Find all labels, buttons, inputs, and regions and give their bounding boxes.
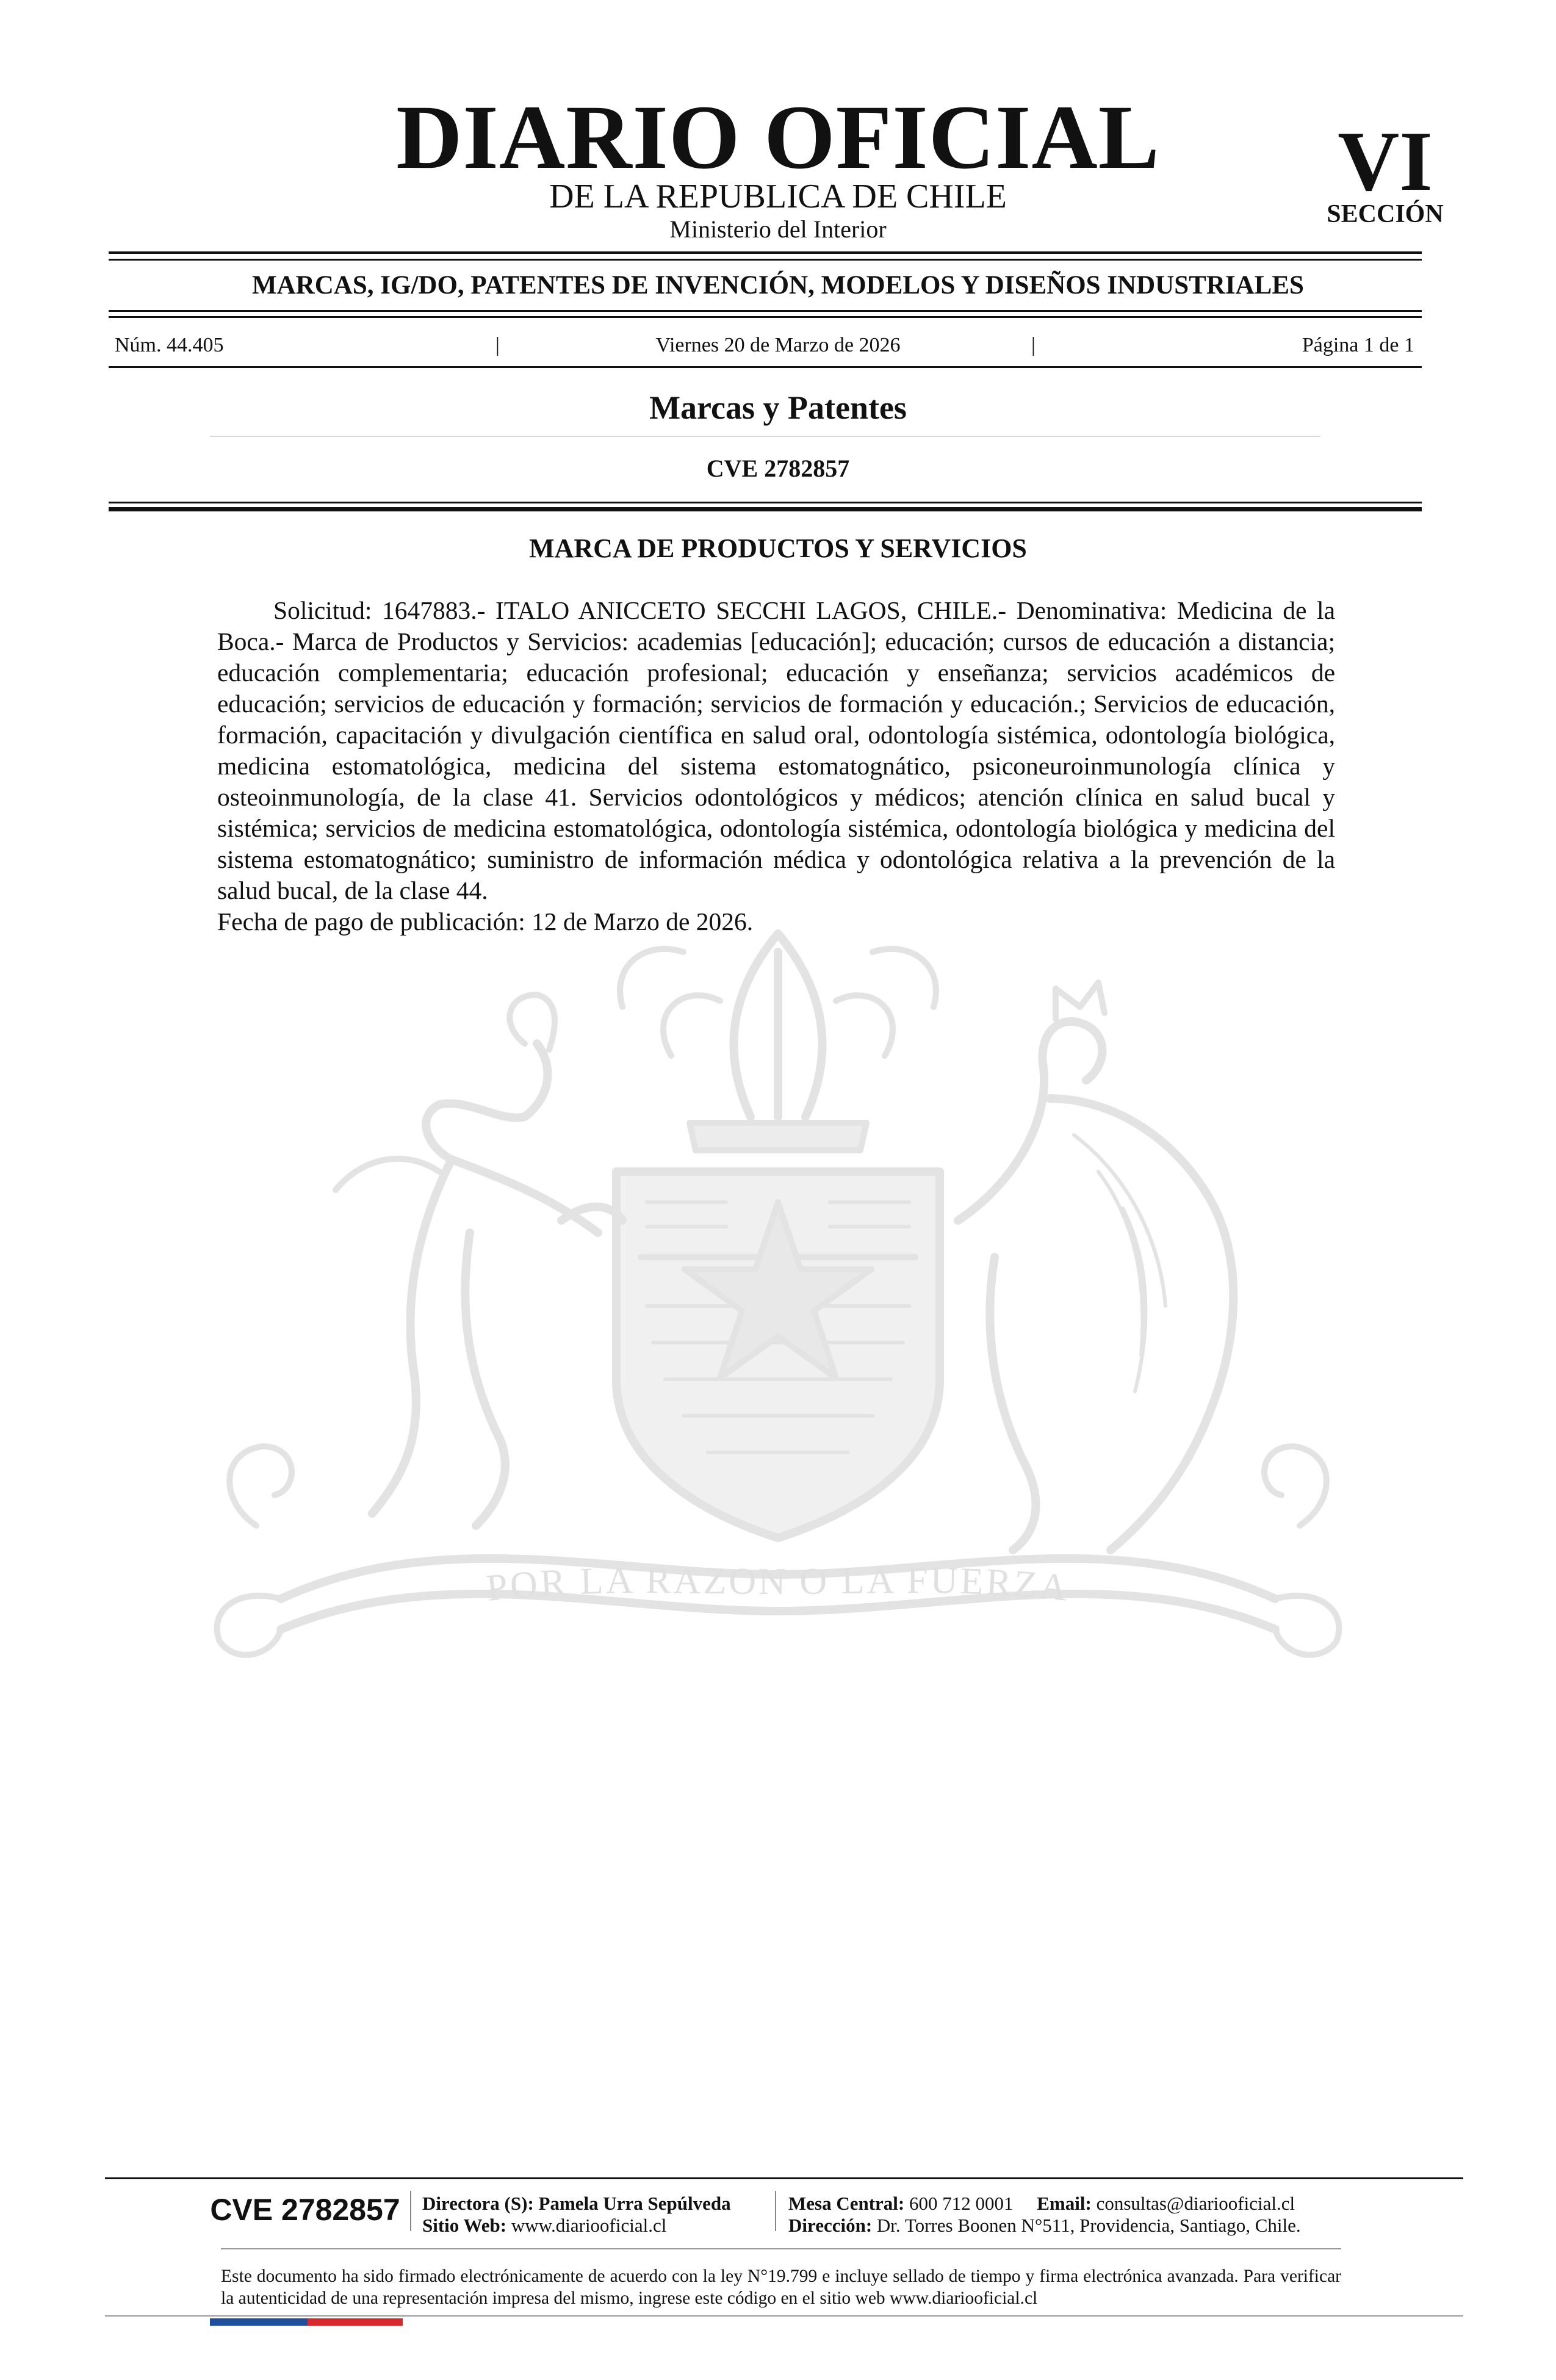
footer-rule-top	[105, 2177, 1463, 2179]
masthead-subtitle: DE LA REPUBLICA DE CHILE	[549, 178, 1007, 215]
masthead-title: DIARIO OFICIAL	[396, 87, 1160, 188]
section-number: VI	[1338, 114, 1433, 209]
footer-divider-1	[410, 2191, 411, 2231]
email-label: Email:	[1037, 2193, 1092, 2214]
footer-rule-bottom	[105, 2315, 1463, 2317]
masthead-rule-bottom	[109, 259, 1422, 261]
email-link[interactable]: consultas@diariooficial.cl	[1096, 2193, 1295, 2214]
notice-title: MARCA DE PRODUCTOS Y SERVICIOS	[529, 533, 1027, 563]
footer-rule-middle	[221, 2248, 1341, 2249]
footer-disclaimer: Este documento ha sido firmado electrónicamente de acuerdo con la ley N°19.799 e incluye sellado de tiempo y firma electrónica avanzada. Para verificar la autenticidad de una representación impresa del mismo, ingrese este código en el sitio web www.diariooficial.cl	[221, 2266, 1341, 2308]
cve-code: CVE 2782857	[706, 455, 850, 482]
masthead-rule-top	[109, 251, 1422, 254]
phone-value: 600 712 0001	[909, 2193, 1014, 2214]
page-counter: Página 1 de 1	[1302, 334, 1414, 356]
issue-number: Núm. 44.405	[115, 334, 224, 356]
section-heading: Marcas y Patentes	[649, 389, 907, 426]
address-label: Dirección:	[788, 2215, 873, 2236]
footer-contact	[788, 2192, 1295, 2215]
motto-text: POR LA RAZON O LA FUERZA	[484, 1559, 1072, 1610]
meta-separator-2: |	[1031, 334, 1036, 356]
payment-date: Fecha de pago de publicación: 12 de Marzo de 2026.	[217, 907, 754, 936]
footer-website	[422, 2214, 666, 2237]
director-name: Pamela Urra Sepúlveda	[538, 2193, 731, 2214]
cve-rule-top	[109, 502, 1422, 503]
meta-separator-1: |	[495, 334, 500, 356]
section-label: SECCIÓN	[1327, 200, 1444, 228]
notice-text: Solicitud: 1647883.- ITALO ANICCETO SECCHI LAGOS, CHILE.- Denominativa: Medicina de la Boca.- Marca de Productos y Servicios: academias [educación]; educación; cursos de educación a distancia; educación complementaria; educación profesional; educación y enseñanza; servicios académicos de educación; servicios de educación y formación; servicios de formación y educación.; Servicios de educación, formación, capacitación y divulgación científica en salud oral, odontología sistémica, odontología biológica, medicina estomatológica, medicina del sistema estomatognático, psiconeuroinmunología clínica y osteoinmunología, de la clase 41. Servicios odontológicos y médicos; atención clínica en salud bucal y sistémica; servicios de medicina estomatológica, odontología sistémica, odontología biológica y medicina del sistema estomatognático; suministro de información médica y odontológica relativa a la prevención de la salud bucal, de la clase 44.	[217, 596, 1335, 904]
cve-rule-bottom	[109, 507, 1422, 511]
footer-director	[422, 2192, 731, 2215]
phone-label: Mesa Central:	[788, 2193, 905, 2214]
coat-of-arms-watermark	[183, 915, 1373, 1684]
address-value: Dr. Torres Boonen N°511, Providencia, Santiago, Chile.	[876, 2215, 1301, 2236]
meta-rule	[109, 366, 1422, 368]
footer-divider-2	[775, 2191, 776, 2231]
flag-stripe-red	[308, 2318, 403, 2326]
footer-address	[788, 2214, 1301, 2237]
website-link[interactable]: www.diariooficial.cl	[511, 2215, 667, 2236]
website-label: Sitio Web:	[422, 2215, 507, 2236]
category-heading: MARCAS, IG/DO, PATENTES DE INVENCIÓN, MODELOS Y DISEÑOS INDUSTRIALES	[252, 271, 1304, 300]
director-label: Directora (S):	[422, 2193, 534, 2214]
notice-body	[217, 595, 1335, 937]
category-rule-top	[109, 310, 1422, 312]
masthead-ministry: Ministerio del Interior	[669, 215, 887, 243]
section-heading-rule	[210, 436, 1320, 437]
category-rule-bottom	[109, 316, 1422, 318]
issue-date: Viernes 20 de Marzo de 2026	[655, 334, 901, 356]
footer-cve-code: CVE 2782857	[210, 2193, 400, 2227]
flag-stripe-blue	[210, 2318, 308, 2326]
